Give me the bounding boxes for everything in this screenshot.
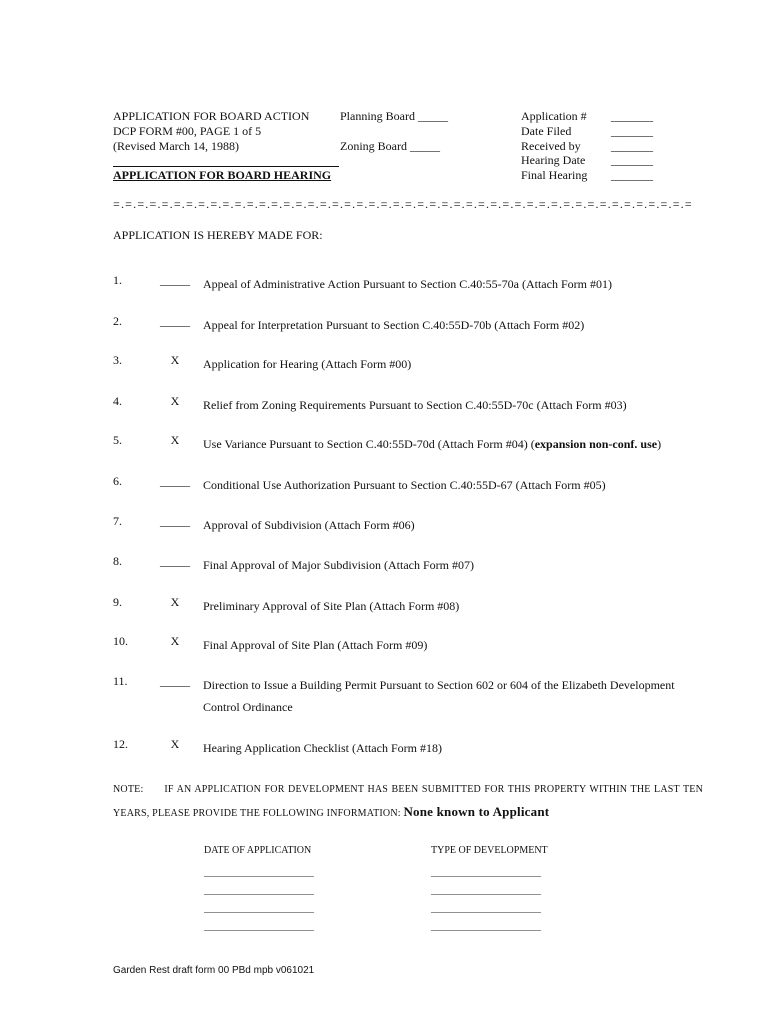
item-checkbox[interactable]: _____ [160,314,190,328]
item-checkbox[interactable]: _____ [160,474,190,488]
item-text: Use Variance Pursuant to Section C.40:55D-70d (Attach Form #04) (expansion non-conf. use) [203,437,662,451]
date-field[interactable]: ______________________ [204,867,314,878]
item-text: Approval of Subdivision (Attach Form #06) [203,518,415,532]
date-filed-field[interactable]: _______ [611,123,653,138]
item-checkbox[interactable]: _____ [160,273,190,287]
form-header-left [113,109,331,183]
form-heading: APPLICATION FOR BOARD ACTION [113,109,310,123]
item-checkbox[interactable]: _____ [160,514,190,528]
item-checkbox[interactable]: _____ [160,554,190,568]
received-by-label: Received by [521,138,581,153]
date-of-application-header: DATE OF APPLICATION [204,845,312,856]
item-checkbox[interactable]: X [170,737,180,751]
final-hearing-label: Final Hearing [521,168,588,183]
date-field[interactable]: ______________________ [204,921,314,932]
item-number: 1. [113,273,122,287]
item-number: 2. [113,314,122,328]
final-hearing-field[interactable]: _______ [611,168,653,183]
item-checkbox[interactable]: X [170,394,180,408]
date-of-application-fields [204,864,314,936]
note-label: NOTE: [113,784,144,795]
item-text: Conditional Use Authorization Pursuant to Section C.40:55D-67 (Attach Form #05) [203,478,606,492]
item-number: 11. [113,674,128,688]
item-emphasis: expansion non-conf. use [534,437,658,451]
application-number-label: Application # [521,109,587,123]
date-field[interactable]: ______________________ [204,885,314,896]
office-use-blanks [611,109,653,183]
planning-board-field[interactable]: Planning Board _____ [340,109,448,123]
item-text: Appeal for Interpretation Pursuant to Section C.40:55D-70b (Attach Form #02) [203,318,585,332]
item-text: Relief from Zoning Requirements Pursuant to Section C.40:55D-70c (Attach Form #03) [203,398,627,412]
note-paragraph [113,779,703,825]
hearing-date-label: Hearing Date [521,153,586,168]
item-number: 6. [113,474,122,488]
item-text: Hearing Application Checklist (Attach Form #18) [203,741,442,755]
type-field[interactable]: ______________________ [431,903,541,914]
hearing-date-field[interactable]: _______ [611,153,653,168]
note-answer: None known to Applicant [403,804,550,819]
item-number: 5. [113,433,122,447]
office-use-labels [521,109,587,183]
received-by-field[interactable]: _______ [611,138,653,153]
type-field[interactable]: ______________________ [431,885,541,896]
header-rule [113,166,339,167]
item-text: Final Approval of Site Plan (Attach Form #09) [203,638,428,652]
application-number-field[interactable]: _______ [611,109,653,123]
item-text: Preliminary Approval of Site Plan (Attach Form #08) [203,599,460,613]
type-of-development-fields [431,864,541,936]
item-checkbox[interactable]: X [170,353,180,367]
item-number: 4. [113,394,122,408]
item-checkbox[interactable]: X [170,595,180,609]
item-text: Final Approval of Major Subdivision (Attach Form #07) [203,558,474,572]
board-selection [340,109,448,153]
form-number: DCP FORM #00, PAGE 1 of 5 [113,123,262,138]
item-text: Direction to Issue a Building Permit Pursuant to Section 602 or 604 of the Elizabeth Development Control Ordinance [203,678,675,714]
item-checkbox[interactable]: X [170,634,180,648]
item-checkbox[interactable]: X [170,433,180,447]
item-checkbox[interactable]: _____ [160,674,190,688]
zoning-board-field[interactable]: Zoning Board _____ [340,138,440,153]
item-number: 3. [113,353,122,367]
type-field[interactable]: ______________________ [431,921,541,932]
form-title: APPLICATION FOR BOARD HEARING [113,168,332,183]
intro-text: APPLICATION IS HEREBY MADE FOR: [113,228,323,242]
date-field[interactable]: ______________________ [204,903,314,914]
type-of-development-header: TYPE OF DEVELOPMENT [431,845,548,856]
item-number: 12. [113,737,128,751]
revision-date: (Revised March 14, 1988) [113,138,239,153]
item-number: 8. [113,554,122,568]
item-text: Appeal of Administrative Action Pursuant to Section C.40:55-70a (Attach Form #01) [203,277,612,291]
item-number: 7. [113,514,122,528]
type-field[interactable]: ______________________ [431,867,541,878]
note-text: IF AN APPLICATION FOR DEVELOPMENT HAS BEEN SUBMITTED FOR THIS PROPERTY WITHIN THE LAST TEN YEARS, PLEASE PROVIDE THE FOLLOWING INFORMATION: [113,784,703,819]
date-filed-label: Date Filed [521,123,572,138]
item-number: 9. [113,595,122,609]
item-text: Application for Hearing (Attach Form #00) [203,357,412,371]
item-number: 10. [113,634,128,648]
document-footer: Garden Rest draft form 00 PBd mpb v061021 [113,965,315,976]
section-divider: =.=.=.=.=.=.=.=.=.=.=.=.=.=.=.=.=.=.=.=.=.=.=.=.=.=.=.=.=.=.=.=.=.=.=.=.=.=.=.=.=.=.=.=.=.=.=.= [113,197,693,211]
